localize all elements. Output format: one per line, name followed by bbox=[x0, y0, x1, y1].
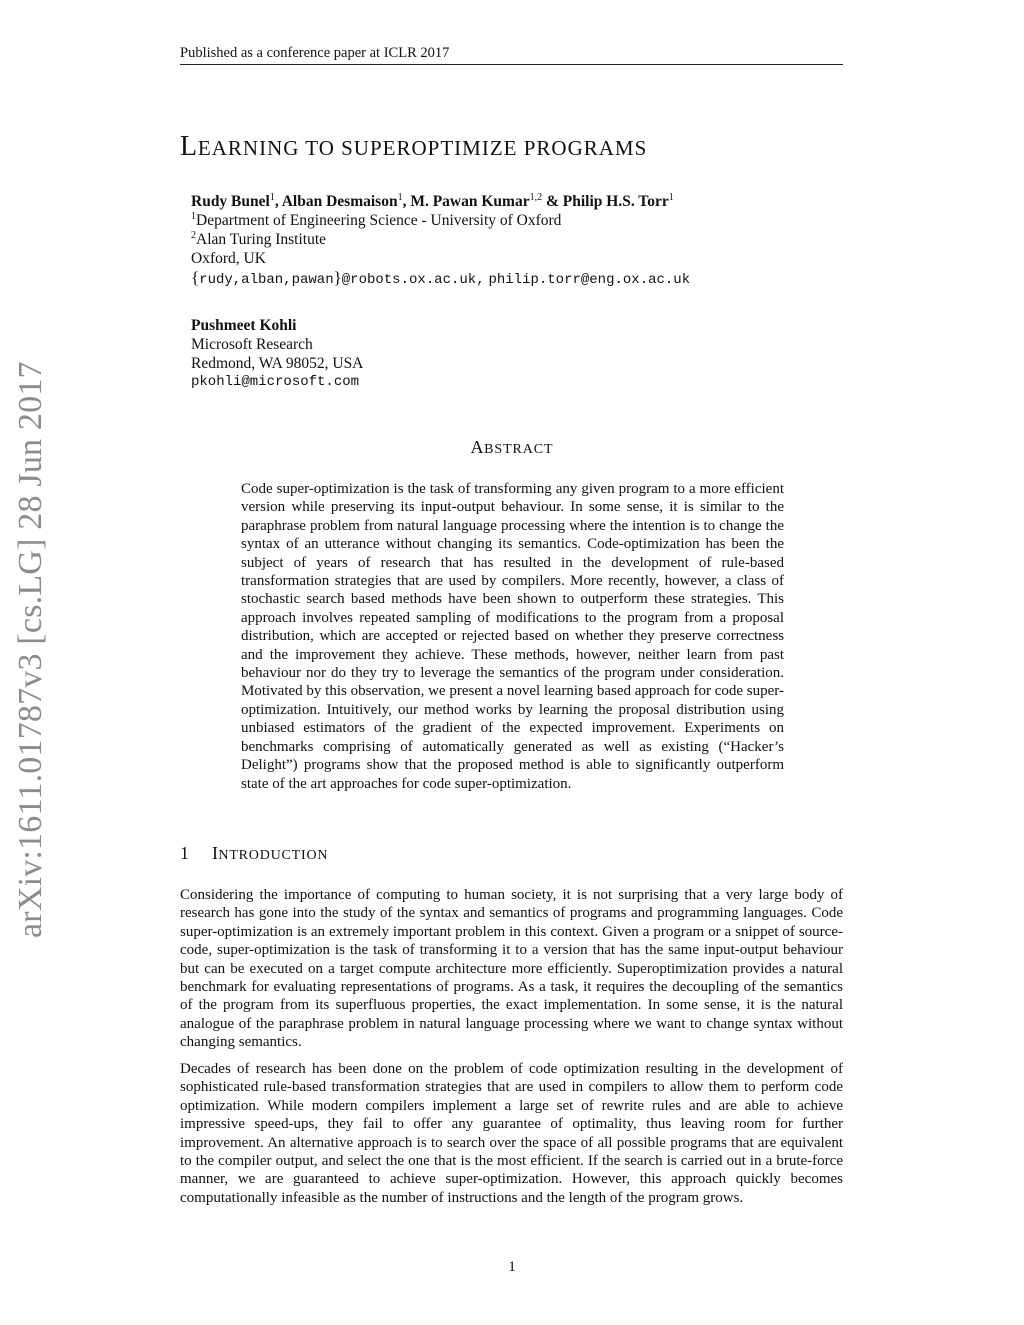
author-bunel: Rudy Bunel bbox=[191, 193, 270, 210]
section-number: 1 bbox=[180, 843, 190, 863]
section-heading-introduction bbox=[180, 843, 328, 864]
email-group-names: rudy,alban,pawan bbox=[199, 272, 334, 288]
affiliation-1-text: Department of Engineering Science - University of Oxford bbox=[196, 212, 562, 229]
affiliation-2-mark: 2 bbox=[191, 230, 196, 241]
author-kohli: Pushmeet Kohli bbox=[191, 317, 297, 334]
section-title-initial: I bbox=[212, 843, 219, 863]
affiliation-2-text: Alan Turing Institute bbox=[196, 231, 327, 248]
intro-paragraph-1: Considering the importance of computing to human society, it is not surprising that a very large body of research has gone into the study of the syntax and semantics of programs and programming languages. Code super-optimization is an extremely important problem in this context. Given a program or a snippet of source-code, super-optimization is the task of transforming it to a version that has the same input-output behaviour but can be executed on a target compute architecture more efficiently. Superoptimization provides a natural benchmark for evaluating representations of programs. As a task, it requires the decoupling of the semantics of the program from its superfluous properties, the exact implementation. In some sense, it is the natural analogue of the paraphrase problem in natural language processing where we want to change syntax without changing semantics. bbox=[180, 887, 843, 1051]
page-number: 1 bbox=[508, 1259, 516, 1275]
email-brace-open: { bbox=[191, 268, 200, 287]
author-kohli-address: Redmond, WA 98052, USA bbox=[191, 355, 364, 372]
author-block-oxford bbox=[191, 192, 841, 290]
abstract-heading-initial: A bbox=[470, 437, 485, 457]
author-block-microsoft bbox=[191, 316, 363, 392]
author-desmaison: Alban Desmaison bbox=[281, 193, 398, 210]
affiliation-location: Oxford, UK bbox=[191, 250, 266, 267]
affiliation-1-mark: 1 bbox=[191, 211, 196, 222]
arxiv-identifier-stamp: arXiv:1611.01787v3 [cs.LG] 28 Jun 2017 bbox=[12, 361, 49, 938]
email-brace-close: } bbox=[333, 268, 342, 287]
author-torr-affil-mark: 1 bbox=[668, 192, 674, 203]
author-desmaison-affil-mark: 1 bbox=[397, 192, 403, 203]
author-kohli-email: pkohli@microsoft.com bbox=[191, 374, 360, 390]
paper-title bbox=[180, 131, 647, 163]
title-smallcaps: EARNING TO SUPEROPTIMIZE PROGRAMS bbox=[197, 136, 648, 160]
header-rule bbox=[180, 64, 843, 65]
title-initial: L bbox=[180, 131, 198, 162]
intro-paragraph-2: Decades of research has been done on the problem of code optimization resulting in the development of sophisticated rule-based transformation strategies that are used in compilers to allow them to perform code optimization. While modern compilers implement a large set of rewrite rules and are able to achieve impressive speed-ups, they fail to offer any guarantee of optimality, thus leaving room for further improvement. An alternative approach is to search over the space of all possible programs that are equivalent to the compiler output, and select the one that is the most efficient. If the search is carried out in a brute-force manner, we are guaranteed to achieve super-optimization. However, this approach quickly becomes computationally infeasible as the number of instructions and the length of the program grows. bbox=[180, 1061, 843, 1206]
affiliation-1 bbox=[191, 211, 841, 230]
author-emails bbox=[191, 268, 841, 290]
abstract-heading bbox=[0, 437, 1024, 458]
email-torr: philip.torr@eng.ox.ac.uk bbox=[488, 272, 691, 288]
author-kohli-org: Microsoft Research bbox=[191, 336, 313, 353]
author-torr: Philip H.S. Torr bbox=[562, 193, 669, 210]
author-kumar-affil-mark: 1,2 bbox=[529, 192, 543, 203]
section-title-smallcaps: NTRODUCTION bbox=[218, 848, 329, 863]
author-names: Rudy Bunel$^1$, Alban Desmaison$^1$, M. Pawan Kumar$^{1,2}$ & Philip H.S. Torr$^1$ bbox=[191, 192, 674, 210]
author-bunel-affil-mark: 1 bbox=[269, 192, 275, 203]
affiliation-2 bbox=[191, 230, 841, 249]
author-kumar: M. Pawan Kumar bbox=[410, 193, 530, 210]
email-group-domain: @robots.ox.ac.uk, bbox=[341, 272, 485, 288]
abstract-body: Code super-optimization is the task of transforming any given program to a more efficient version while preserving its input-output behaviour. In some sense, it is similar to the paraphrase problem from natural language processing where the intention is to change the syntax of an utterance without changing its semantics. Code-optimization has been the subject of years of research that has resulted in the development of rule-based transformation strategies that are used by compilers. More recently, however, a class of stochastic search based methods have been shown to outperform these strategies. This approach involves repeated sampling of modifications to the program from a proposal distribution, which are accepted or rejected based on whether they preserve correctness and the improvement they achieve. These methods, however, neither learn from past behaviour nor do they try to leverage the semantics of the program under consideration. Motivated by this observation, we present a novel learning based approach for code super-optimization. Intuitively, our method works by learning the proposal distribution using unbiased estimators of the gradient of the expected improvement. Experiments on benchmarks comprising of automatically generated as well as existing (“Hacker’s Delight”) programs show that the proposed method is able to significantly outperform state of the art approaches for code super-optimization. bbox=[241, 481, 784, 792]
abstract-heading-smallcaps: BSTRACT bbox=[484, 442, 554, 457]
running-header: Published as a conference paper at ICLR 2017 bbox=[180, 45, 450, 61]
